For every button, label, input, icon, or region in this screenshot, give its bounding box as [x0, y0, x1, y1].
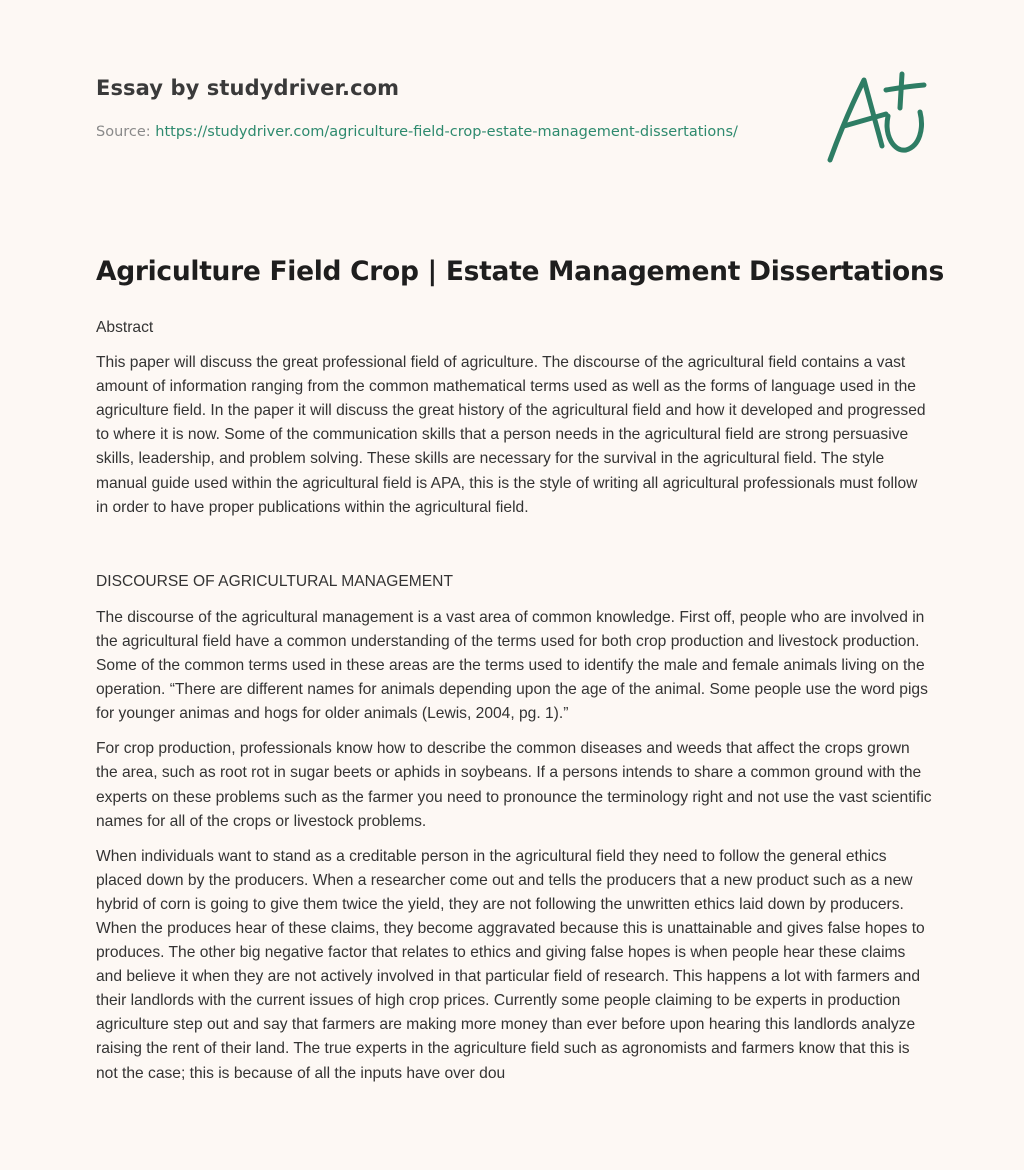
page-title: Agriculture Field Crop | Estate Management Dissertations [96, 256, 944, 287]
abstract-paragraph: This paper will discuss the great professional field of agriculture. The discourse of the agricultural field contains a vast amount of information ranging from the common mathematical terms used as well as the forms of language used in the agriculture field. In the paper it will discuss the great history of the agricultural field and how it developed and progressed to where it is now. Some of the communication skills that a person needs in the agricultural field are strong persuasive skills, leadership, and problem solving. These skills are necessary for the survival in the agricultural field. The style manual guide used within the agricultural field is APA, this is the style of writing all agricultural professionals must follow in order to have proper publications within the agricultural field. [96, 354, 926, 516]
source-link[interactable]: https://studydriver.com/agriculture-field-crop-estate-management-dissertations/ [155, 124, 738, 140]
section-heading: DISCOURSE OF AGRICULTURAL MANAGEMENT [96, 572, 453, 590]
body-paragraph: The discourse of the agricultural management is a vast area of common knowledge. First off, people who are involved in the agricultural field have a common understanding of the terms used for both crop production and livestock production. Some of the common terms used in these areas are the terms used to identify the male and female animals living on the operation. “There are different names for animals depending upon the age of the animal. Some people use the word pigs for younger animas and hogs for older animals (Lewis, 2004, pg. 1).” [96, 608, 928, 723]
brand-title: Essay by studydriver.com [96, 76, 400, 100]
essay-body [96, 316, 932, 1097]
abstract-heading: Abstract [96, 319, 154, 336]
source-line [96, 124, 738, 140]
section-gap [96, 531, 932, 570]
body-paragraph: For crop production, professionals know how to describe the common diseases and weeds that affect the crops grown the area, such as root rot in sugar beets or aphids in soybeans. If a persons intends to share a common ground with the experts on these problems such as the farmer you need to pronounce the terminology right and not use the vast scientific names for all of the crops or livestock problems. [96, 740, 932, 830]
source-label: Source: [96, 124, 151, 140]
a-plus-logo [824, 68, 930, 168]
body-paragraph: When individuals want to stand as a creditable person in the agricultural field they need to follow the general ethics placed down by the producers. When a researcher come out and tells the producers that a new product such as a new hybrid of corn is going to give them twice the yield, they are not following the unwritten ethics laid down by producers. When the produces hear of these claims, they become aggravated because this is unattainable and gives false hopes to produces. The other big negative factor that relates to ethics and giving false hopes is when people hear these claims and believe it when they are not actively involved in that particular field of research. This happens a lot with farmers and their landlords with the current issues of high crop prices. Currently some people claiming to be experts in production agriculture step out and say that farmers are making more money than ever before upon hearing this landlords analyze raising the rent of their land. The true experts in the agriculture field such as agronomists and farmers know that this is not the case; this is because of all the inputs have over dou [96, 847, 925, 1082]
